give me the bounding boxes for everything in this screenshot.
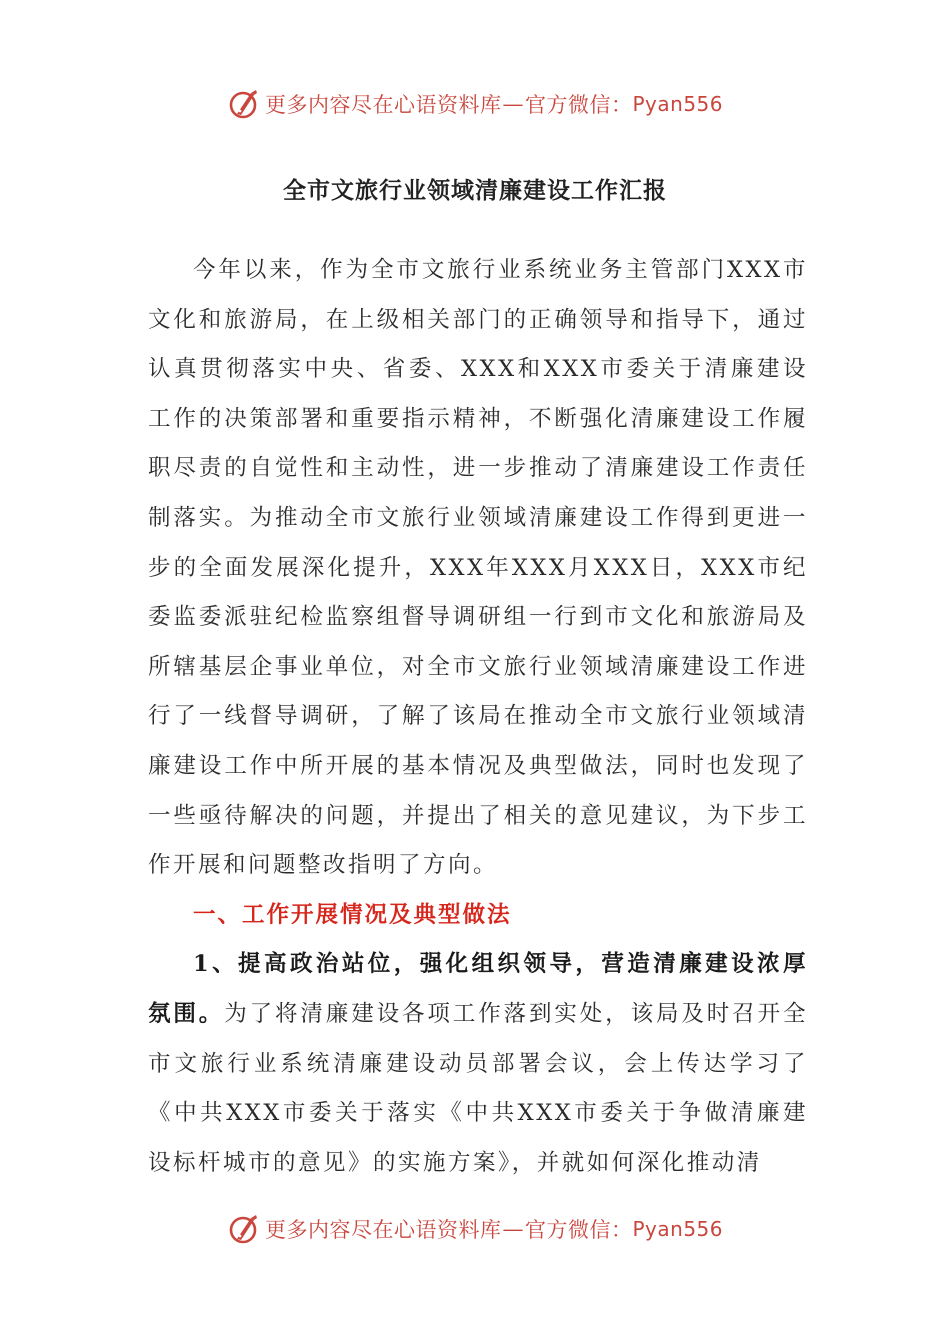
watermark-dash: — [502,1217,524,1241]
watermark-label: 官方微信： [524,1218,633,1242]
item-paragraph [148,940,808,1188]
watermark-header [0,84,950,124]
pen-nib-circle-icon [227,1212,261,1246]
watermark-brand: 更多内容尽在心语资料库 [264,93,502,117]
watermark-brand: 更多内容尽在心语资料库 [264,1218,502,1242]
item-lead: 1、提高政治站位，强化组织领导，营造清廉建设浓厚氛围。 [148,951,808,1027]
watermark-id: Pyan556 [632,92,723,116]
document-title: 全市文旅行业领域清廉建设工作汇报 [283,177,667,204]
watermark-label: 官方微信： [524,93,633,117]
section-heading: 一、工作开展情况及典型做法 [193,901,512,928]
intro-paragraph: 今年以来，作为全市文旅行业系统业务主管部门XXX市文化和旅游局，在上级相关部门的正确领导和指导下，通过认真贯彻落实中央、省委、XXX和XXX市委关于清廉建设工作的决策部署和重要指示精神，不断强化清廉建设工作履职尽责的自觉性和主动性，进一步推动了清廉建设工作责任制落实。为推动全市文旅行业领域清廉建设工作得到更进一步的全面发展深化提升，XXX年XXX月XXX日，XXX市纪委监委派驻纪检监察组督导调研组一行到市文化和旅游局及所辖基层企事业单位，对全市文旅行业领域清廉建设工作进行了一线督导调研，了解了该局在推动全市文旅行业领域清廉建设工作中所开展的基本情况及典型做法，同时也发现了一些亟待解决的问题，并提出了相关的意见建议，为下步工作开展和问题整改指明了方向。 [148,257,808,879]
document-body [148,246,808,1188]
pen-nib-circle-icon [227,87,261,121]
watermark-footer [0,1209,950,1249]
watermark-id: Pyan556 [632,1217,723,1241]
item-body: 为了将清廉建设各项工作落到实处，该局及时召开全市文旅行业系统清廉建设动员部署会议，会上传达学习了《中共XXX市委关于落实《中共XXX市委关于争做清廉建设标杆城市的意见》的实施方案》，并就如何深化推动清 [148,1000,808,1176]
watermark-dash: — [502,92,524,116]
